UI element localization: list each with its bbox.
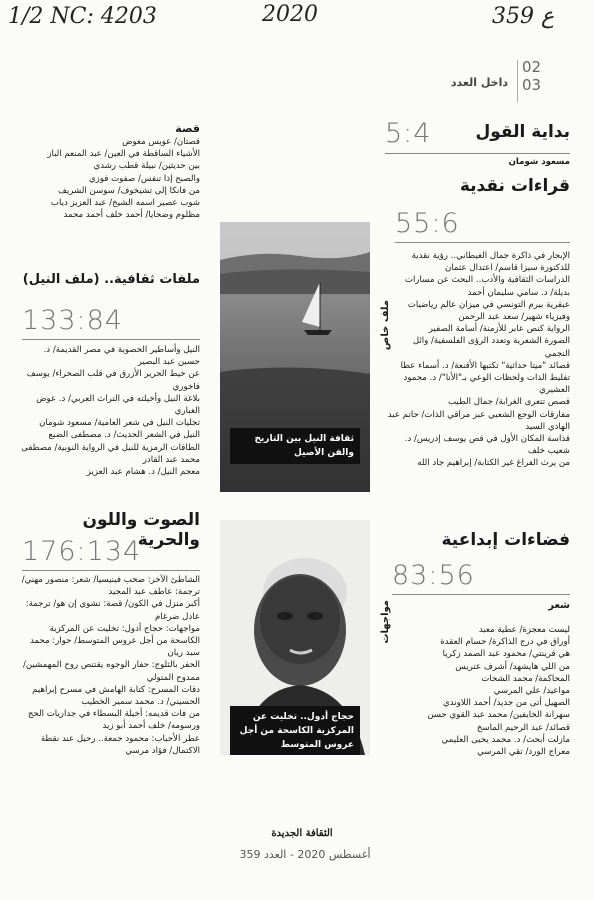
- list-item: مواجهات: حجاج أدول: تخليت عن المركزية الكاسحة من أجل عروس المتوسط/ حوار: محمد سيد ريان: [29, 623, 200, 659]
- list-item: من فانكا إلى تشيخوف/ سوسن الشريف: [58, 185, 200, 196]
- list-item: مفارقات الوجع الشعبي عبر مراقي الذات/ حاتم عبد الهادي السيد: [387, 409, 570, 432]
- pages-alsawt: 176:134: [22, 536, 142, 567]
- section-title-fadaat: فضاءات إبداعية: [441, 530, 570, 550]
- list-item: عن خيط الحرير الأزرق في قلب الصحراء/ يوسف فاخوري: [26, 369, 200, 392]
- list-item: من اللي هايشهد/ أشرف عتريس: [455, 661, 570, 672]
- shiir-label: شعر: [548, 600, 570, 611]
- rule: [392, 594, 570, 595]
- handwritten-ref: 1/2 NC: 4203: [8, 4, 157, 29]
- list-item: أوراق في درج الذاكرة/ حسام العقدة: [440, 637, 570, 648]
- list-item: الأشياء الساقطة في العين/ عبد المنعم الباز: [47, 149, 200, 160]
- rule: [395, 242, 570, 243]
- list-alsawt: [18, 574, 200, 757]
- list-item: قصائد/ عبد الرحيم الماسخ: [476, 722, 570, 733]
- section-title-bidaya: بداية القول: [475, 122, 570, 142]
- list-item: والصبح إذا تنفس/ صفوت فوزي: [88, 173, 200, 184]
- list-item: من فات قديمه: أخيلة البسطاء في جداريات الحج ورسومه/ خلف أحمد أبو زيد: [27, 709, 200, 732]
- rule: [22, 339, 200, 340]
- list-item: النيل في الشعر الحديث/ د. مصطفى الضبع: [48, 430, 200, 441]
- page-num-right: 03: [522, 76, 542, 94]
- author-bidaya: مسعود شومان: [508, 157, 570, 167]
- list-item: تفليط الذات ولحظات الوعي بـ"الأنا"/ د. محمود العشيري: [403, 373, 570, 396]
- list-item: بين حديثين/ نبيلة قطب رشدي: [93, 161, 200, 172]
- pages-bidaya: 5:4: [385, 118, 432, 149]
- page-num-left: 02: [522, 58, 542, 76]
- list-item: دقات المسرح: كتابة الهامش في مسرح إبراهيم الحسيني/ د. محمد سمير الخطيب: [32, 684, 200, 708]
- pages-qiraat: 55:6: [395, 208, 460, 239]
- list-milaffat: [20, 344, 200, 478]
- list-item: قداسة المكان الأول في قص يوسف إدريس/ د. شعيب خلف: [404, 434, 570, 457]
- portrait-caption: حجاج أدول.. تخليت عن المركزية الكاسحة من أجل عروس المتوسط: [230, 706, 360, 755]
- footer-issue: أغسطس 2020 - العدد 359: [239, 848, 371, 861]
- rule: [22, 570, 200, 571]
- list-qissa: [20, 136, 200, 221]
- page-numbers: [522, 58, 541, 94]
- list-item: النيل وأساطير الخصوبة في مصر القديمة/ د. حسين عبد البصير: [43, 345, 200, 368]
- list-item: قصص تتعرى الغرابة/ جمال الطيب: [447, 397, 570, 408]
- section-title-qiraat: قراءات نقدية: [459, 176, 570, 196]
- list-item: مواعيد/ علي المرسي: [493, 686, 570, 697]
- portrait-side-label: مواجهات: [380, 600, 391, 644]
- list-item: بلاغة النيل وأخيلته في التراث العربي/ د. عوض الغباري: [36, 393, 200, 417]
- list-item: شوب عصير اسمه الشيخ/ عبد العزيز دياب: [50, 198, 200, 209]
- list-item: الطاقات الرمزية للنيل في الرواية النوبية/ مصطفى محمد عبد القادر: [21, 442, 200, 465]
- list-item: عبقرية بيرم التونسي في ميزان عالم رياضيات وفيزياء شهير/ سعد عبد الرحمن: [407, 299, 570, 323]
- portrait-photo: [220, 520, 370, 755]
- section-title-qissa: قصة: [175, 122, 200, 135]
- list-item: مازلت أبحث/ د. محمد يحيى العليمي: [441, 734, 570, 745]
- list-item: الحفر بالثلوج: حفار الوجوه يقتنص روح المهمشين/ ممدوح المتولي: [22, 660, 200, 683]
- handwritten-year: 2020: [262, 2, 318, 27]
- list-item: ليست معجزة/ عطية معبد: [478, 625, 570, 635]
- list-item: الصورة الشعرية وتعدد الرؤى الفلسفية/ وائل النجمي: [412, 336, 570, 359]
- section-title-milaffat: ملفات ثقافية.. (ملف النيل): [22, 272, 200, 287]
- list-item: سهرانة الخايفين/ محمد عبد القوي حسن: [427, 710, 570, 721]
- list-item: الصهيل أتى من جديد/ أحمد اللاوندي: [443, 698, 570, 709]
- list-item: من يرث الفراغ غير الكتابة/ إبراهيم جاد الله: [417, 458, 570, 469]
- list-item: هي قرينتي/ محمود عبد الصمد زكريا: [442, 649, 570, 660]
- list-item: معجم النيل/ د. هشام عبد العزيز: [86, 467, 200, 478]
- list-item: تجليات النيل في شعر العامية/ مسعود شومان: [39, 418, 200, 429]
- list-item: قصتان/ عويس معوض: [122, 137, 200, 147]
- footer-logo: الثقافة الجديدة: [271, 828, 333, 839]
- section-title-alsawt: الصوت واللون والحرية: [82, 510, 200, 550]
- nile-photo: [220, 222, 370, 492]
- list-item: المحاكمة/ محمد الشحات: [481, 673, 570, 684]
- list-item: الشاطئ الآخر: صخب فينيسيا/ شعر: منصور مهني/ ترجمة: عاطف عبد المجيد: [21, 575, 200, 598]
- list-fadaat: [385, 624, 570, 758]
- pages-milaffat: 133:84: [22, 305, 123, 336]
- list-item: الرواية كنص عابر للأزمنة/ أسامة الصفير: [428, 324, 570, 335]
- nile-caption: ثقافة النيل بين التاريخ والفن الأصيل: [230, 428, 360, 464]
- list-item: أكبر منزل في الكون/ قصة: تشوي إن هو/ ترجمة: عادل ضرغام: [25, 599, 200, 622]
- list-qiraat: [385, 250, 570, 470]
- list-item: معراج الورد/ تقي المرسي: [477, 747, 570, 758]
- handwritten-number: 359 ع: [492, 4, 555, 29]
- list-item: مظلوم وضحايا/ أحمد خلف أحمد محمد: [63, 210, 200, 221]
- header-divider: [517, 60, 518, 102]
- list-item: عطر الأحباب: محمود جمعة.. رحيل عند نقطة الاكتمال/ فؤاد مرسي: [40, 733, 200, 756]
- list-item: الدراسات الثقافية والأدب.. البحث عن مسارات بديلة/ د. سامي سليمان أحمد: [404, 275, 570, 298]
- list-item: الإبحار في ذاكرة جمال الغيطاني.. رؤية نقدية للدكتورة سيزا قاسم/ اعتدال عثمان: [411, 251, 570, 274]
- list-item: قصائد "ميتا حداثية" تكتبها الأقنعة/ د. أسماء عطا: [400, 360, 570, 371]
- pages-fadaat: 83:56: [392, 560, 475, 591]
- issue-label: داخل العدد: [450, 76, 508, 89]
- rule: [385, 153, 570, 154]
- nile-side-label: ملف خاص: [380, 300, 391, 351]
